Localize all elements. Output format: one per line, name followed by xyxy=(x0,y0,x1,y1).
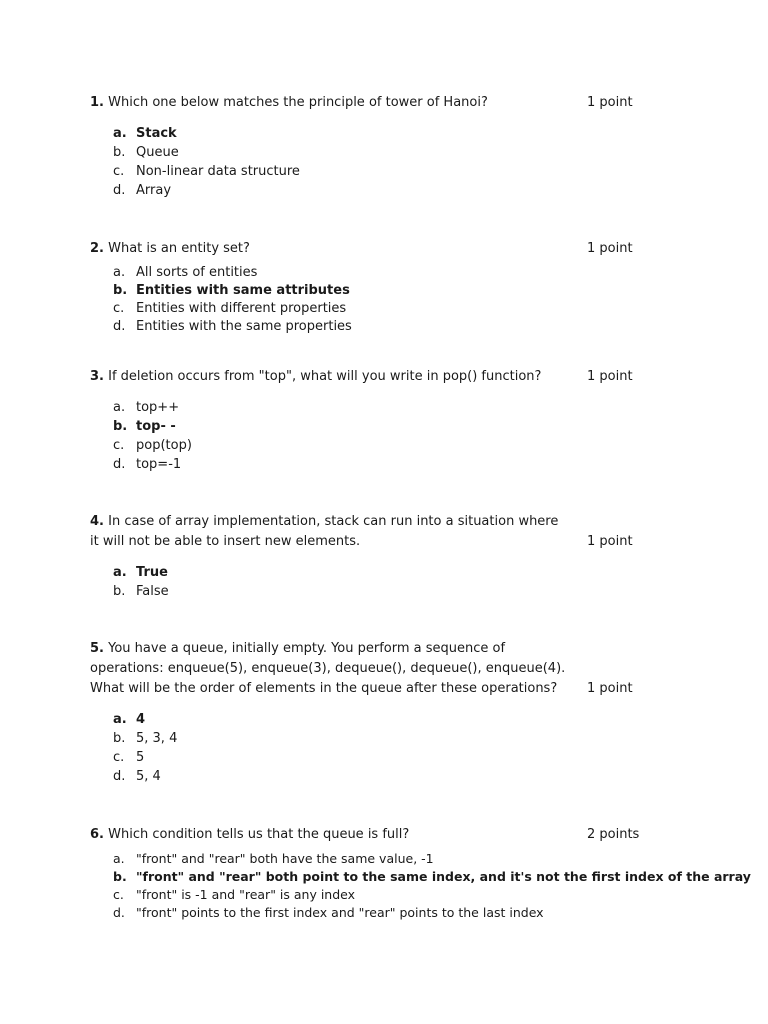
question-points: 2 points xyxy=(587,827,640,842)
option-a xyxy=(90,398,650,417)
option-letter: c. xyxy=(113,438,125,453)
option-letter: b. xyxy=(113,419,128,434)
option-letter: c. xyxy=(113,301,125,316)
option-b xyxy=(90,729,650,748)
option-text: Non-linear data structure xyxy=(136,164,300,179)
option-text: top=-1 xyxy=(136,457,182,472)
question-text-row xyxy=(90,639,570,699)
option-a xyxy=(90,264,650,282)
question-points: 1 point xyxy=(587,681,633,696)
option-text: "front" and "rear" both point to the same index, and it's not the first index of the array xyxy=(136,869,751,884)
option-letter: b. xyxy=(113,283,128,298)
option-b xyxy=(90,868,751,886)
option-text: Entities with the same properties xyxy=(136,319,352,334)
option-letter: d. xyxy=(113,319,126,334)
option-letter: a. xyxy=(113,400,126,415)
option-b xyxy=(90,143,650,162)
option-text: Queue xyxy=(136,145,179,160)
option-letter: b. xyxy=(113,584,126,599)
option-list xyxy=(90,264,650,336)
question-points: 1 point xyxy=(587,534,633,549)
question-1 xyxy=(90,93,650,200)
question-text-row xyxy=(90,512,570,552)
option-list xyxy=(90,710,650,786)
option-c xyxy=(90,436,650,455)
question-text: Which condition tells us that the queue is full? xyxy=(108,827,410,842)
option-text: "front" is -1 and "rear" is any index xyxy=(136,887,356,902)
question-points: 1 point xyxy=(587,241,633,256)
option-text: 5, 3, 4 xyxy=(136,731,178,746)
question-number: 1. xyxy=(90,95,104,110)
question-text: If deletion occurs from "top", what will you write in pop() function? xyxy=(108,369,542,384)
option-d xyxy=(90,904,650,922)
option-letter: c. xyxy=(113,887,124,902)
option-text: 5 xyxy=(136,750,145,765)
option-c xyxy=(90,748,650,767)
option-letter: a. xyxy=(113,851,125,866)
option-text: True xyxy=(136,565,168,580)
option-a xyxy=(90,710,650,729)
question-3 xyxy=(90,367,650,474)
option-text: "front" and "rear" both have the same value, -1 xyxy=(136,851,434,866)
option-text: Entities with different properties xyxy=(136,301,347,316)
option-letter: d. xyxy=(113,905,125,920)
option-text: top++ xyxy=(136,400,180,415)
option-list xyxy=(90,398,650,474)
question-text: What is an entity set? xyxy=(108,241,250,256)
option-a xyxy=(90,563,650,582)
question-number: 2. xyxy=(90,241,104,256)
option-text: Entities with same attributes xyxy=(136,283,350,298)
option-letter: d. xyxy=(113,457,126,472)
option-d xyxy=(90,767,650,786)
question-number: 3. xyxy=(90,369,104,384)
option-letter: d. xyxy=(113,183,126,198)
option-letter: d. xyxy=(113,769,126,784)
question-text: You have a queue, initially empty. You perform a sequence of operations: enqueue(5), enqueue(3), dequeue(), dequeue(), enqueue(4). What will be the order of elements in the queue after these operations? xyxy=(90,641,566,696)
question-text-row xyxy=(90,825,650,845)
option-list xyxy=(90,124,650,200)
option-letter: b. xyxy=(113,145,126,160)
question-5 xyxy=(90,639,650,786)
option-text: False xyxy=(136,584,169,599)
option-text: pop(top) xyxy=(136,438,192,453)
option-letter: a. xyxy=(113,565,127,580)
option-letter: c. xyxy=(113,750,125,765)
question-points: 1 point xyxy=(587,369,633,384)
question-6 xyxy=(90,825,751,922)
option-d xyxy=(90,455,650,474)
question-number: 4. xyxy=(90,514,104,529)
option-d xyxy=(90,318,650,336)
option-text: Array xyxy=(136,183,172,198)
option-d xyxy=(90,181,650,200)
option-b xyxy=(90,582,650,601)
question-points: 1 point xyxy=(587,95,633,110)
option-text: Stack xyxy=(136,126,177,141)
option-c xyxy=(90,886,650,904)
option-text: All sorts of entities xyxy=(136,265,258,280)
option-letter: b. xyxy=(113,731,126,746)
option-letter: a. xyxy=(113,265,126,280)
option-letter: a. xyxy=(113,712,127,727)
option-b xyxy=(90,282,650,300)
option-letter: b. xyxy=(113,869,127,884)
option-c xyxy=(90,300,650,318)
option-text: 4 xyxy=(136,712,146,727)
option-a xyxy=(90,850,650,868)
option-text: 5, 4 xyxy=(136,769,161,784)
question-number: 5. xyxy=(90,641,104,656)
question-text-row xyxy=(90,367,650,387)
option-c xyxy=(90,162,650,181)
question-text-row xyxy=(90,239,650,259)
option-letter: a. xyxy=(113,126,127,141)
option-letter: c. xyxy=(113,164,125,179)
question-4 xyxy=(90,512,650,601)
option-text: "front" points to the first index and "rear" points to the last index xyxy=(136,905,544,920)
question-text: In case of array implementation, stack can run into a situation where it will not be able to insert new elements. xyxy=(90,514,559,549)
question-2 xyxy=(90,239,650,336)
question-number: 6. xyxy=(90,827,104,842)
option-a xyxy=(90,124,650,143)
question-text: Which one below matches the principle of tower of Hanoi? xyxy=(108,95,488,110)
option-text: top- - xyxy=(136,419,176,434)
option-list xyxy=(90,850,751,922)
question-text-row xyxy=(90,93,650,113)
option-list xyxy=(90,563,650,601)
option-b xyxy=(90,417,650,436)
